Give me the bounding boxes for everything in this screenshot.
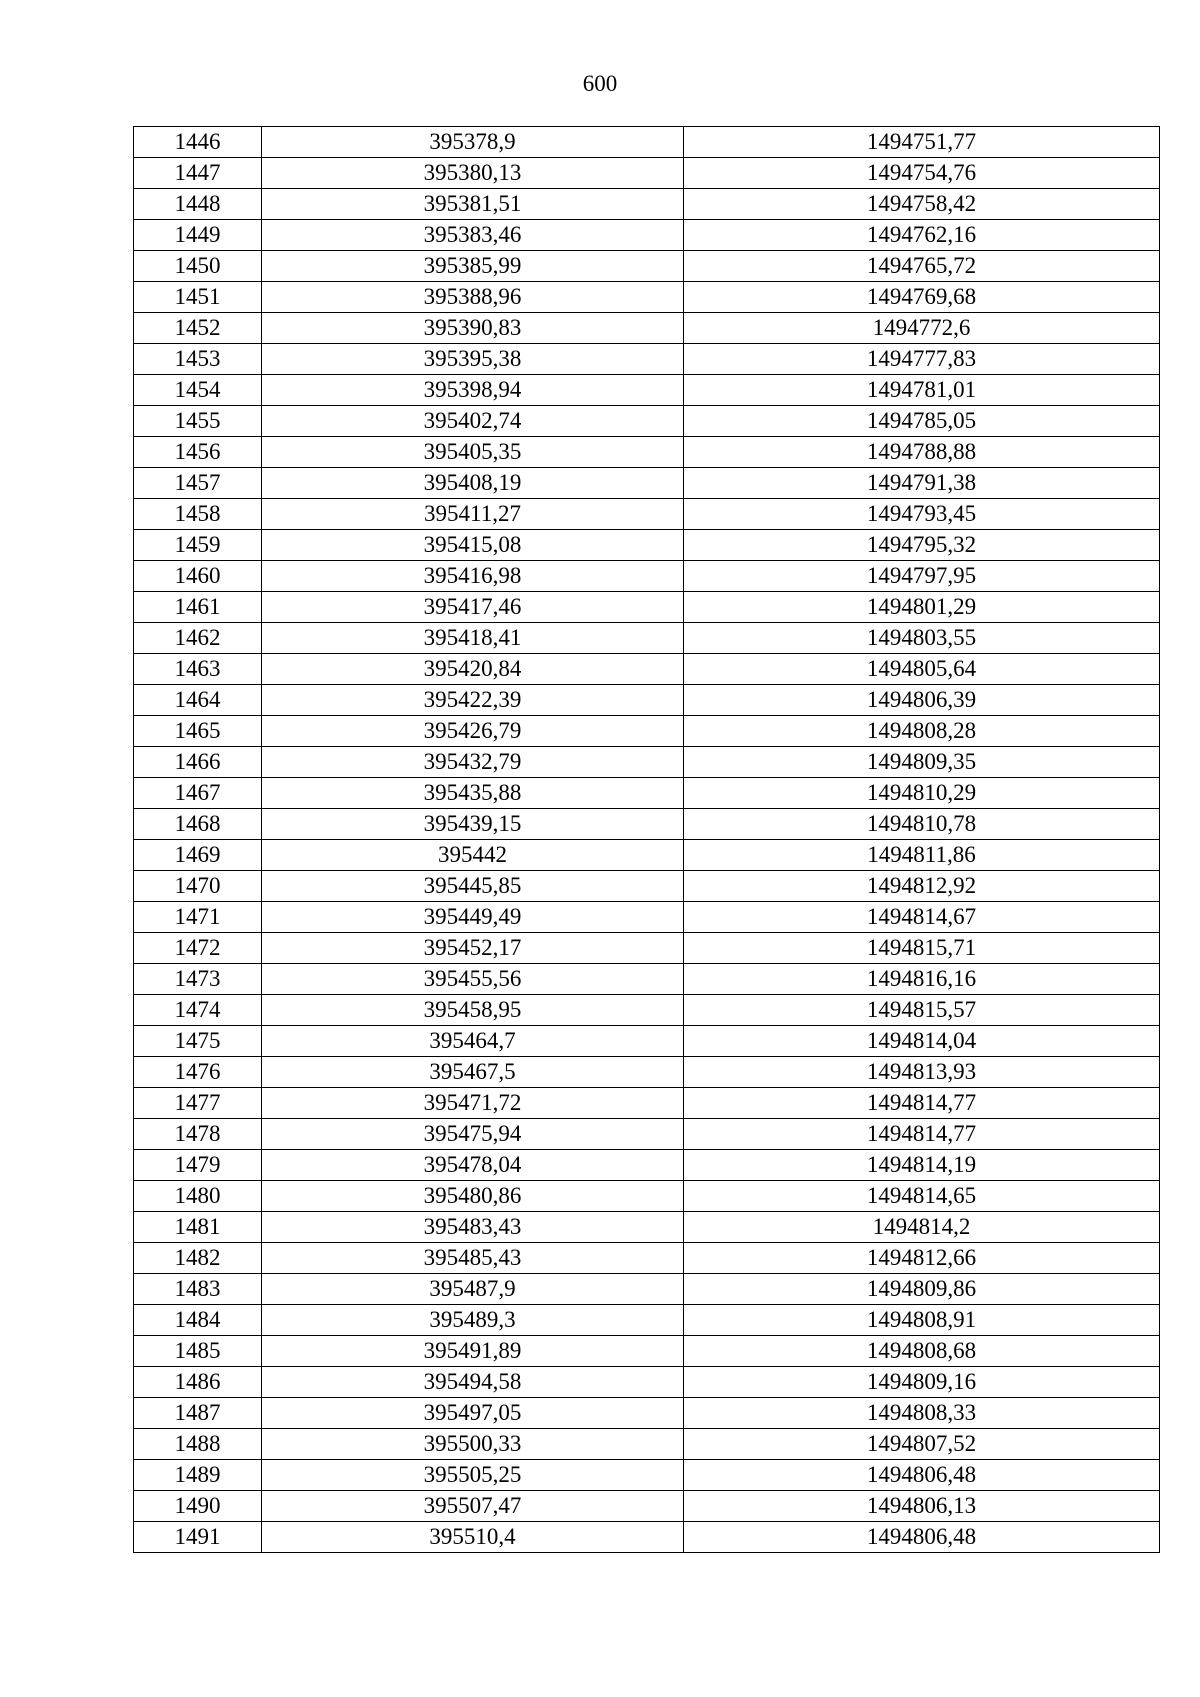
table-row	[134, 189, 1160, 220]
table-row	[134, 1181, 1160, 1212]
y-coordinate-cell: 1494815,71	[684, 933, 1160, 964]
table-row	[134, 1026, 1160, 1057]
table-row	[134, 375, 1160, 406]
table-row	[134, 1057, 1160, 1088]
table-row	[134, 1274, 1160, 1305]
x-coordinate-cell: 395402,74	[262, 406, 684, 437]
point-number-cell: 1468	[134, 809, 262, 840]
coordinates-table-body	[134, 127, 1160, 1553]
point-number-cell: 1467	[134, 778, 262, 809]
table-row	[134, 1305, 1160, 1336]
y-coordinate-cell: 1494814,65	[684, 1181, 1160, 1212]
table-row	[134, 1088, 1160, 1119]
x-coordinate-cell: 395471,72	[262, 1088, 684, 1119]
y-coordinate-cell: 1494811,86	[684, 840, 1160, 871]
x-coordinate-cell: 395411,27	[262, 499, 684, 530]
point-number-cell: 1455	[134, 406, 262, 437]
x-coordinate-cell: 395417,46	[262, 592, 684, 623]
y-coordinate-cell: 1494808,33	[684, 1398, 1160, 1429]
y-coordinate-cell: 1494809,86	[684, 1274, 1160, 1305]
table-row	[134, 282, 1160, 313]
x-coordinate-cell: 395497,05	[262, 1398, 684, 1429]
point-number-cell: 1486	[134, 1367, 262, 1398]
x-coordinate-cell: 395478,04	[262, 1150, 684, 1181]
point-number-cell: 1457	[134, 468, 262, 499]
y-coordinate-cell: 1494809,35	[684, 747, 1160, 778]
table-row	[134, 344, 1160, 375]
y-coordinate-cell: 1494754,76	[684, 158, 1160, 189]
x-coordinate-cell: 395378,9	[262, 127, 684, 158]
x-coordinate-cell: 395464,7	[262, 1026, 684, 1057]
point-number-cell: 1480	[134, 1181, 262, 1212]
y-coordinate-cell: 1494785,05	[684, 406, 1160, 437]
table-row	[134, 840, 1160, 871]
point-number-cell: 1450	[134, 251, 262, 282]
table-row	[134, 1398, 1160, 1429]
point-number-cell: 1466	[134, 747, 262, 778]
point-number-cell: 1477	[134, 1088, 262, 1119]
table-row	[134, 592, 1160, 623]
point-number-cell: 1448	[134, 189, 262, 220]
x-coordinate-cell: 395388,96	[262, 282, 684, 313]
y-coordinate-cell: 1494813,93	[684, 1057, 1160, 1088]
x-coordinate-cell: 395415,08	[262, 530, 684, 561]
point-number-cell: 1461	[134, 592, 262, 623]
table-row	[134, 1243, 1160, 1274]
y-coordinate-cell: 1494812,92	[684, 871, 1160, 902]
x-coordinate-cell: 395449,49	[262, 902, 684, 933]
table-row	[134, 1522, 1160, 1553]
y-coordinate-cell: 1494806,13	[684, 1491, 1160, 1522]
x-coordinate-cell: 395422,39	[262, 685, 684, 716]
table-row	[134, 1150, 1160, 1181]
table-row	[134, 158, 1160, 189]
table-row	[134, 809, 1160, 840]
y-coordinate-cell: 1494806,39	[684, 685, 1160, 716]
y-coordinate-cell: 1494809,16	[684, 1367, 1160, 1398]
y-coordinate-cell: 1494765,72	[684, 251, 1160, 282]
x-coordinate-cell: 395489,3	[262, 1305, 684, 1336]
x-coordinate-cell: 395480,86	[262, 1181, 684, 1212]
x-coordinate-cell: 395494,58	[262, 1367, 684, 1398]
table-row	[134, 1119, 1160, 1150]
point-number-cell: 1475	[134, 1026, 262, 1057]
point-number-cell: 1484	[134, 1305, 262, 1336]
x-coordinate-cell: 395435,88	[262, 778, 684, 809]
y-coordinate-cell: 1494814,77	[684, 1088, 1160, 1119]
x-coordinate-cell: 395380,13	[262, 158, 684, 189]
point-number-cell: 1487	[134, 1398, 262, 1429]
y-coordinate-cell: 1494777,83	[684, 344, 1160, 375]
y-coordinate-cell: 1494805,64	[684, 654, 1160, 685]
x-coordinate-cell: 395475,94	[262, 1119, 684, 1150]
point-number-cell: 1471	[134, 902, 262, 933]
y-coordinate-cell: 1494793,45	[684, 499, 1160, 530]
point-number-cell: 1462	[134, 623, 262, 654]
y-coordinate-cell: 1494814,77	[684, 1119, 1160, 1150]
y-coordinate-cell: 1494806,48	[684, 1522, 1160, 1553]
y-coordinate-cell: 1494769,68	[684, 282, 1160, 313]
y-coordinate-cell: 1494797,95	[684, 561, 1160, 592]
y-coordinate-cell: 1494808,68	[684, 1336, 1160, 1367]
x-coordinate-cell: 395505,25	[262, 1460, 684, 1491]
point-number-cell: 1449	[134, 220, 262, 251]
point-number-cell: 1456	[134, 437, 262, 468]
point-number-cell: 1454	[134, 375, 262, 406]
table-row	[134, 654, 1160, 685]
y-coordinate-cell: 1494795,32	[684, 530, 1160, 561]
table-row	[134, 437, 1160, 468]
table-row	[134, 685, 1160, 716]
table-row	[134, 406, 1160, 437]
y-coordinate-cell: 1494814,67	[684, 902, 1160, 933]
point-number-cell: 1478	[134, 1119, 262, 1150]
table-row	[134, 220, 1160, 251]
table-row	[134, 871, 1160, 902]
table-row	[134, 468, 1160, 499]
point-number-cell: 1474	[134, 995, 262, 1026]
table-row	[134, 251, 1160, 282]
table-row	[134, 530, 1160, 561]
y-coordinate-cell: 1494816,16	[684, 964, 1160, 995]
point-number-cell: 1452	[134, 313, 262, 344]
x-coordinate-cell: 395510,4	[262, 1522, 684, 1553]
y-coordinate-cell: 1494810,29	[684, 778, 1160, 809]
table-row	[134, 995, 1160, 1026]
y-coordinate-cell: 1494814,19	[684, 1150, 1160, 1181]
table-row	[134, 1429, 1160, 1460]
point-number-cell: 1481	[134, 1212, 262, 1243]
x-coordinate-cell: 395390,83	[262, 313, 684, 344]
point-number-cell: 1469	[134, 840, 262, 871]
point-number-cell: 1460	[134, 561, 262, 592]
y-coordinate-cell: 1494791,38	[684, 468, 1160, 499]
point-number-cell: 1482	[134, 1243, 262, 1274]
table-row	[134, 1212, 1160, 1243]
y-coordinate-cell: 1494812,66	[684, 1243, 1160, 1274]
point-number-cell: 1483	[134, 1274, 262, 1305]
point-number-cell: 1476	[134, 1057, 262, 1088]
y-coordinate-cell: 1494762,16	[684, 220, 1160, 251]
x-coordinate-cell: 395491,89	[262, 1336, 684, 1367]
point-number-cell: 1472	[134, 933, 262, 964]
table-row	[134, 1491, 1160, 1522]
point-number-cell: 1488	[134, 1429, 262, 1460]
point-number-cell: 1473	[134, 964, 262, 995]
point-number-cell: 1465	[134, 716, 262, 747]
table-row	[134, 902, 1160, 933]
point-number-cell: 1490	[134, 1491, 262, 1522]
y-coordinate-cell: 1494807,52	[684, 1429, 1160, 1460]
y-coordinate-cell: 1494803,55	[684, 623, 1160, 654]
table-row	[134, 716, 1160, 747]
table-row	[134, 623, 1160, 654]
point-number-cell: 1485	[134, 1336, 262, 1367]
table-row	[134, 561, 1160, 592]
x-coordinate-cell: 395458,95	[262, 995, 684, 1026]
x-coordinate-cell: 395507,47	[262, 1491, 684, 1522]
point-number-cell: 1458	[134, 499, 262, 530]
y-coordinate-cell: 1494772,6	[684, 313, 1160, 344]
x-coordinate-cell: 395398,94	[262, 375, 684, 406]
y-coordinate-cell: 1494808,91	[684, 1305, 1160, 1336]
table-row	[134, 778, 1160, 809]
y-coordinate-cell: 1494758,42	[684, 189, 1160, 220]
y-coordinate-cell: 1494814,04	[684, 1026, 1160, 1057]
table-row	[134, 933, 1160, 964]
y-coordinate-cell: 1494808,28	[684, 716, 1160, 747]
table-row	[134, 1367, 1160, 1398]
x-coordinate-cell: 395487,9	[262, 1274, 684, 1305]
x-coordinate-cell: 395467,5	[262, 1057, 684, 1088]
x-coordinate-cell: 395442	[262, 840, 684, 871]
point-number-cell: 1446	[134, 127, 262, 158]
point-number-cell: 1451	[134, 282, 262, 313]
y-coordinate-cell: 1494801,29	[684, 592, 1160, 623]
point-number-cell: 1489	[134, 1460, 262, 1491]
point-number-cell: 1453	[134, 344, 262, 375]
point-number-cell: 1479	[134, 1150, 262, 1181]
x-coordinate-cell: 395395,38	[262, 344, 684, 375]
table-row	[134, 313, 1160, 344]
y-coordinate-cell: 1494815,57	[684, 995, 1160, 1026]
table-row	[134, 127, 1160, 158]
table-row	[134, 1460, 1160, 1491]
x-coordinate-cell: 395416,98	[262, 561, 684, 592]
x-coordinate-cell: 395483,43	[262, 1212, 684, 1243]
x-coordinate-cell: 395500,33	[262, 1429, 684, 1460]
x-coordinate-cell: 395420,84	[262, 654, 684, 685]
point-number-cell: 1464	[134, 685, 262, 716]
table-row	[134, 499, 1160, 530]
page-number: 600	[582, 71, 618, 96]
x-coordinate-cell: 395383,46	[262, 220, 684, 251]
x-coordinate-cell: 395408,19	[262, 468, 684, 499]
x-coordinate-cell: 395405,35	[262, 437, 684, 468]
x-coordinate-cell: 395432,79	[262, 747, 684, 778]
table-row	[134, 747, 1160, 778]
x-coordinate-cell: 395455,56	[262, 964, 684, 995]
x-coordinate-cell: 395452,17	[262, 933, 684, 964]
x-coordinate-cell: 395385,99	[262, 251, 684, 282]
x-coordinate-cell: 395381,51	[262, 189, 684, 220]
point-number-cell: 1463	[134, 654, 262, 685]
x-coordinate-cell: 395485,43	[262, 1243, 684, 1274]
point-number-cell: 1491	[134, 1522, 262, 1553]
y-coordinate-cell: 1494788,88	[684, 437, 1160, 468]
point-number-cell: 1447	[134, 158, 262, 189]
y-coordinate-cell: 1494751,77	[684, 127, 1160, 158]
x-coordinate-cell: 395439,15	[262, 809, 684, 840]
y-coordinate-cell: 1494814,2	[684, 1212, 1160, 1243]
y-coordinate-cell: 1494781,01	[684, 375, 1160, 406]
x-coordinate-cell: 395445,85	[262, 871, 684, 902]
point-number-cell: 1459	[134, 530, 262, 561]
coordinates-table	[133, 126, 1160, 1553]
table-row	[134, 1336, 1160, 1367]
x-coordinate-cell: 395418,41	[262, 623, 684, 654]
y-coordinate-cell: 1494810,78	[684, 809, 1160, 840]
table-row	[134, 964, 1160, 995]
point-number-cell: 1470	[134, 871, 262, 902]
x-coordinate-cell: 395426,79	[262, 716, 684, 747]
y-coordinate-cell: 1494806,48	[684, 1460, 1160, 1491]
